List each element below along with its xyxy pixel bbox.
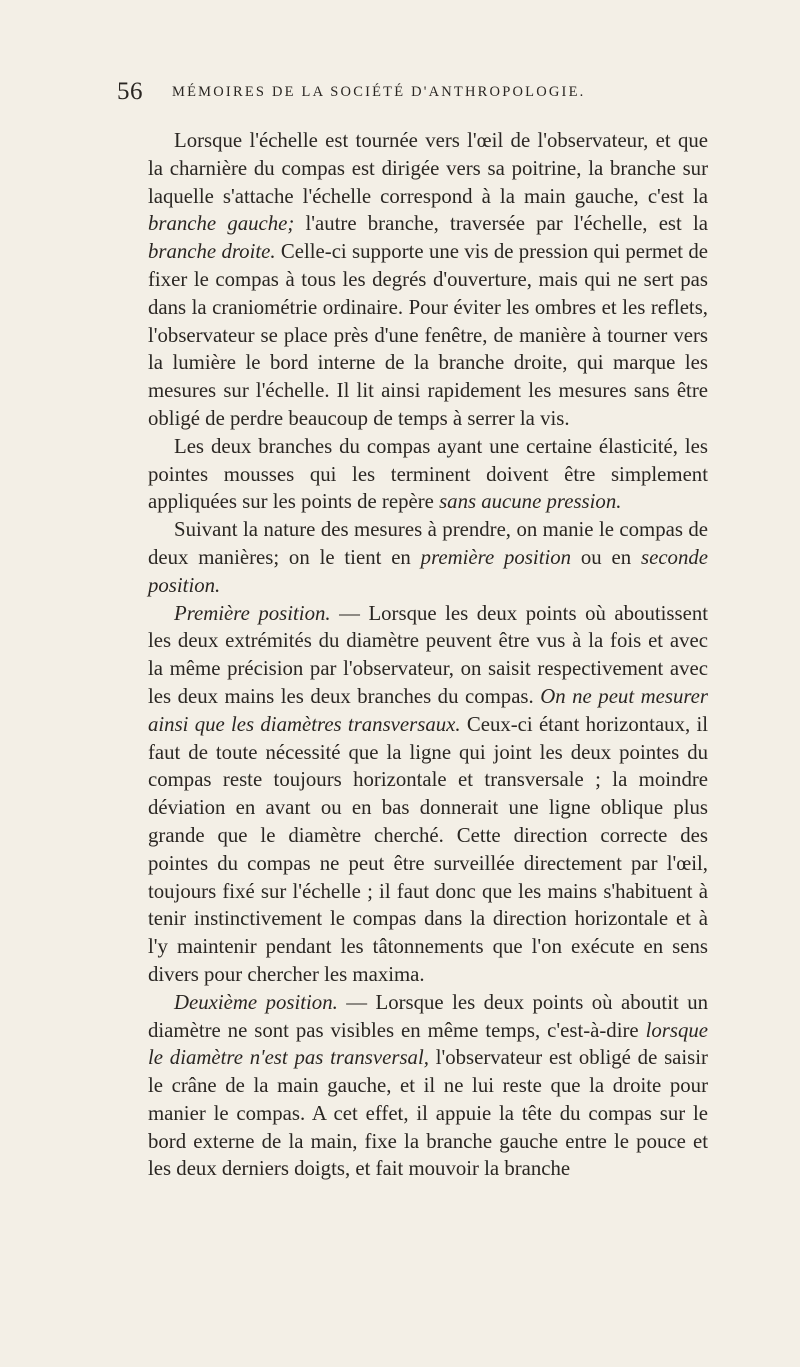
italic-term-branche-droite: branche droite. (148, 240, 276, 264)
text-run: — Lorsque les deux points où aboutissent les deux extrémités du diamètre peuvent être vus à la fois et avec la même précision par l'observateur, on saisit respectivement avec les deux mains les deux branches du compas. (148, 601, 708, 708)
body-text (148, 127, 708, 1183)
text-run: Lorsque l'échelle est tournée vers l'œil de l'observateur, et que la charnière du compas est dirigée vers sa poitrine, la branche sur laquelle s'attache l'échelle correspond à la main gauche, c'est la (148, 129, 708, 208)
text-run: — Lorsque les deux points où aboutit un diamètre ne sont pas visibles en même temps, c'est-à-dire (148, 990, 709, 1042)
page-number: 56 (117, 78, 143, 105)
italic-term-sans-pression: sans aucune pression. (439, 490, 622, 514)
text-run: l'observateur est obligé de saisir le crâne de la main gauche, et il ne lui reste que la droite pour manier le compas. A cet effet, il appuie la tête du compas sur le bord externe de la main, fixe la branche gauche entre le pouce et les deux derniers doigts, et fait mouvoir la branche (148, 1046, 708, 1181)
text-run: Suivant la nature des mesures à prendre, on manie le compas de deux manières; on le tient en (148, 518, 708, 569)
italic-term-premiere-position: première position (420, 545, 572, 569)
section-heading-deuxieme-position: Deuxième position. (174, 990, 338, 1014)
italic-term-seconde-position: seconde position. (148, 545, 708, 597)
text-run: Les deux branches du compas ayant une certaine élasticité, les pointes mousses qui les terminent doivent être simplement appliquées sur les points de repère (148, 434, 708, 514)
text-run: ou en (571, 545, 641, 569)
paragraph-deuxieme-position (148, 989, 708, 1184)
page-header (117, 78, 707, 108)
section-heading-premiere-position: Première position. (174, 601, 331, 625)
text-run: Celle-ci supporte une vis de pression qui permet de fixer le compas à tous les degrés d'ouverture, mais qui ne sert pas dans la craniométrie ordinaire. Pour éviter les ombres et les reflets, l'observateur se place près d'une fenêtre, de manière à tourner vers la lumière le bord interne de la branche droite, qui marque les mesures sur l'échelle. Il lit ainsi rapidement les mesures sans être obligé de perdre beaucoup de temps à serrer la vis. (148, 240, 709, 430)
italic-statement-non-transversal: lorsque le diamètre n'est pas transversal, (148, 1018, 708, 1070)
text-run: l'autre branche, traversée par l'échelle, est la (294, 212, 708, 236)
paragraph-positions (148, 516, 708, 599)
paragraph-premiere-position (148, 600, 708, 989)
italic-statement-diametres-transversaux: On ne peut mesurer ainsi que les diamètres transversaux. (148, 684, 708, 736)
paragraph-branches (148, 127, 708, 433)
text-run: Ceux-ci étant horizontaux, il faut de toute nécessité que la ligne qui joint les deux pointes du compas reste toujours horizontale et transversale ; la moindre déviation en avant ou en bas donnerait une ligne oblique plus grande que le diamètre cherché. Cette direction correcte des pointes du compas ne peut être surveillée directement par l'œil, toujours fixé sur l'échelle ; il faut donc que les mains s'habituent à tenir instinctivement le compas dans la direction horizontale et à l'y maintenir pendant les tâtonnements que l'on exécute en sens divers pour chercher les maxima. (148, 712, 708, 986)
running-head: MÉMOIRES DE LA SOCIÉTÉ D'ANTHROPOLOGIE. (172, 84, 586, 100)
italic-term-branche-gauche: branche gauche; (148, 212, 295, 236)
paragraph-elasticite (148, 433, 708, 516)
